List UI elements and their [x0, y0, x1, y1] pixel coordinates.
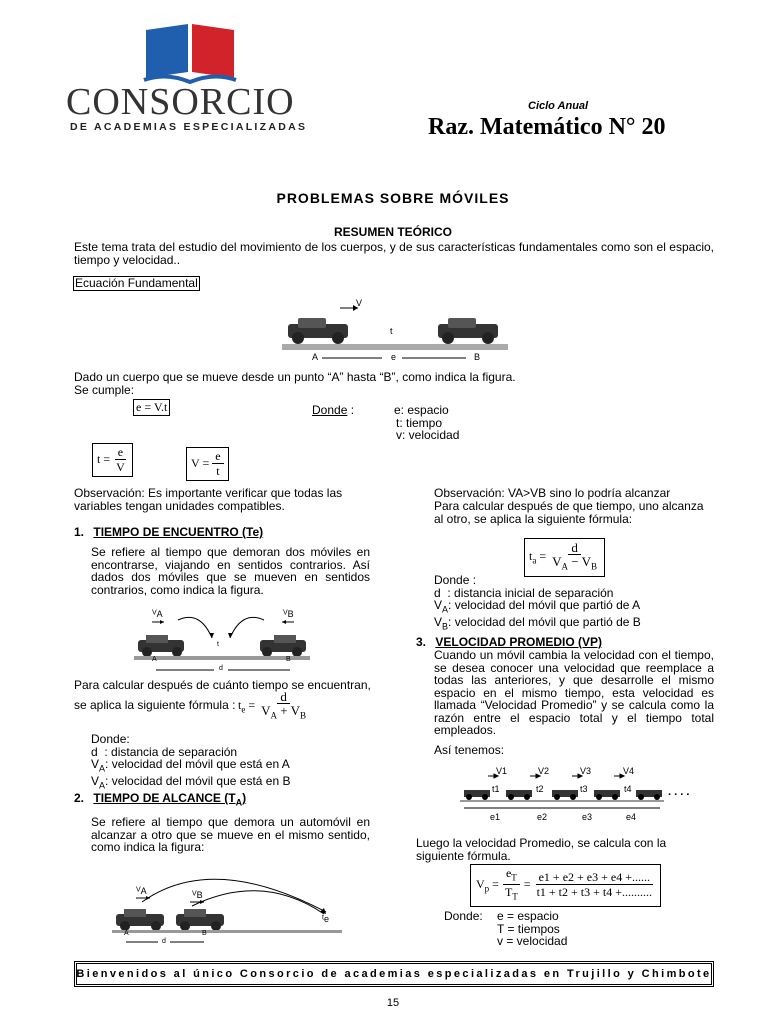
fig-av-e1: e1 — [490, 812, 501, 822]
section-subtitle: RESUMEN TEÓRICO — [333, 225, 452, 239]
footer-banner — [74, 961, 714, 987]
logo-name: CONSORCIO — [66, 81, 295, 123]
fig-av-t1: t1 — [492, 784, 500, 794]
section3-donde-item: v = velocidad — [497, 934, 568, 948]
page-title: PROBLEMAS SOBRE MÓVILES — [276, 190, 510, 206]
donde-word: Donde — [312, 403, 348, 417]
fig-av-t2: t2 — [536, 784, 544, 794]
fig-encounter-a: A — [152, 656, 157, 663]
section3-asi: Así tenemos: — [434, 743, 505, 757]
fig-encounter-d: d — [219, 665, 223, 672]
formula-av-lhs: $V_p$ — [476, 877, 490, 894]
formula-av-eq2: = — [523, 877, 531, 892]
fig-av-t4: t4 — [624, 784, 632, 794]
section3-heading — [416, 636, 602, 649]
fig-overtake-d: d — [162, 938, 166, 945]
formula-average-velocity — [470, 864, 661, 907]
car-icon — [288, 318, 348, 344]
car-icon — [594, 790, 620, 800]
section1-text: Se refiere al tiempo que demoran dos móviles en encontrarse, viajando en sentidos contrarios. Así dados dos móviles que se mueven en sentidos contrarios, como indica la figura. — [91, 545, 370, 597]
formula-time-lhs: t = — [97, 451, 111, 466]
section1-donde-item: $V_A$: velocidad del móvil que está en A — [91, 757, 290, 774]
car-icon — [260, 635, 306, 657]
figure-encounter — [134, 608, 310, 678]
section2-heading — [74, 792, 246, 809]
formula-overtake-eq: = — [539, 549, 547, 564]
section3-title: VELOCIDAD PROMEDIO (VP) — [435, 635, 603, 649]
formula-encounter-den: $V_A + V_B$ — [261, 703, 307, 721]
fig-av-v2: V2 — [538, 766, 550, 776]
formula-velocity-fraction — [212, 450, 223, 478]
cycle-label: Ciclo Anual — [528, 100, 589, 112]
section1-heading — [74, 526, 263, 539]
formula-time-den: V — [116, 460, 125, 474]
formula-encounter — [238, 690, 309, 723]
section2-number: 2. — [74, 791, 85, 805]
section2-title: TIEMPO DE ALCANCE $(T_A)$ — [93, 791, 247, 808]
fig-av-e2: e2 — [537, 812, 548, 822]
intro-paragraph: Este tema trata del estudio del movimiento de los cuerpos, y de sus características fundamentales como son el espacio, tiempo y velocidad.. — [74, 240, 714, 267]
car-icon — [138, 635, 184, 657]
figure-overtake — [112, 862, 342, 952]
donde-colon: : — [350, 403, 355, 417]
formula-overtake-fraction — [549, 541, 600, 574]
section1-donde-item: d : distancia de separación — [91, 744, 238, 759]
fig1-e-label: e — [391, 352, 397, 362]
formula-overtake-lhs: $t_a$ — [529, 549, 537, 566]
formula-velocity-lhs: V = — [191, 455, 210, 470]
formula-velocity-den: t — [216, 464, 220, 478]
right-donde-item: d : distancia inicial de separación — [434, 585, 614, 600]
formula-velocity — [186, 447, 229, 481]
right-donde-item: $V_B$: velocidad del móvil que partió de B — [434, 614, 641, 632]
fig-av-dots: . . . . — [668, 786, 690, 798]
formula-av-num1: $e_T$ — [503, 867, 520, 885]
book-logo-icon — [140, 22, 240, 88]
equation-label: Ecuación Fundamental — [75, 276, 198, 290]
fig-encounter-b: B — [286, 656, 291, 663]
section2-text: Se refiere al tiempo que demora un automóvil en alcanzar a otro que se mueve en el mismo sentido, como indica la figura: — [91, 815, 370, 854]
section3-number: 3. — [416, 635, 427, 649]
given-text: Dado un cuerpo que se mueve desde un punto “A” hasta “B”, como indica la figura. — [74, 370, 516, 384]
section1-donde-label: Donde: — [91, 732, 130, 746]
car-icon — [438, 318, 498, 344]
section3-donde-list — [497, 910, 567, 948]
se-cumple-text: Se cumple: — [74, 383, 135, 397]
fig-overtake-va: $V_A$ — [136, 886, 147, 896]
fig-overtake-b: B — [202, 930, 207, 937]
section1-donde-item: $V_A$: velocidad del móvil que está en B — [91, 773, 291, 791]
formula-encounter-fraction — [258, 690, 309, 723]
right-donde-item: $V_A$: velocidad del móvil que partió de A — [434, 598, 641, 615]
right-donde-label: Donde : — [434, 573, 477, 587]
donde-item: e: espacio — [394, 403, 449, 417]
formula-overtake-den: $V_A - V_B$ — [552, 554, 598, 572]
figure-overtake-svg — [112, 862, 342, 952]
logo-tagline: DE ACADEMIAS ESPECIALIZADAS — [70, 121, 308, 133]
formula-encounter-lhs: $t_e$ — [238, 698, 246, 715]
fig-av-v3: V3 — [580, 766, 592, 776]
section1-number: 1. — [74, 525, 85, 539]
formula-time-num: e — [115, 446, 126, 460]
fig1-a-label: A — [312, 352, 319, 362]
formula-velocity-num: e — [212, 450, 223, 464]
car-icon — [506, 790, 532, 800]
formula-av-fraction1 — [502, 867, 521, 904]
fig1-b-label: B — [474, 352, 481, 362]
fig-av-e4: e4 — [626, 812, 637, 822]
fig-av-e3: e3 — [582, 812, 593, 822]
section1-title: TIEMPO DE ENCUENTRO (Te) — [93, 525, 264, 539]
donde-label — [312, 404, 354, 417]
fig-overtake-a: A — [124, 930, 129, 937]
section3-donde-label: Donde: — [444, 909, 483, 923]
fig-encounter-va: $V_A$ — [152, 609, 163, 619]
car-icon — [116, 909, 164, 931]
observation-left: Observación: Es importante verificar que todas las variables tengan unidades compatibles. — [74, 486, 343, 513]
observation-right: Observación: VA>VB sino lo podría alcanzar — [434, 486, 671, 500]
right-donde — [434, 574, 641, 633]
car-icon — [176, 909, 224, 931]
formula-encounter-num: d — [277, 690, 290, 704]
section1-applies: se aplica la siguiente fórmula : — [74, 698, 236, 712]
formula-overtake-num: d — [568, 541, 581, 555]
fig-av-t3: t3 — [580, 784, 588, 794]
section3-donde-item: T = tiempos — [497, 921, 560, 936]
car-icon — [464, 790, 490, 800]
fig1-v-label: V — [356, 298, 363, 308]
formula-overtake — [524, 538, 605, 577]
formula-av-num2: e1 + e2 + e3 + e4 +...... — [536, 871, 653, 885]
formula-av-den1: $T_T$ — [504, 885, 518, 902]
section3-donde-item: e = espacio — [497, 909, 559, 923]
course-title: Raz. Matemático N° 20 — [428, 114, 666, 140]
fig-overtake-vb: $V_B$ — [192, 890, 203, 900]
section3-text: Cuando un móvil cambia la velocidad con el tiempo, se desea conocer una velocidad que reemplace a todas las anteriores, y que desarrolle el mismo espacio en el mismo tiempo, esta velocidad es llamada “Velocidad Promedio” y se calcula como la razón entre el espacio total y el tiempo total empleados. — [434, 648, 714, 737]
fig-av-v1: V1 — [496, 766, 508, 776]
fig-av-v4: V4 — [623, 766, 635, 776]
donde-item: v: velocidad — [396, 428, 460, 442]
fig1-t-label: t — [390, 326, 393, 336]
logo — [66, 22, 308, 134]
formula-av-den2: t1 + t2 + t3 + t4 +.......... — [536, 885, 652, 900]
section1-calc: Para calcular después de cuánto tiempo se encuentran, — [74, 678, 371, 692]
formula-av-fraction2 — [534, 871, 655, 899]
page-number: 15 — [386, 997, 400, 1009]
fig-encounter-vb: $V_B$ — [283, 609, 294, 619]
section3-luego: Luego la velocidad Promedio, se calcula con la siguiente fórmula. — [416, 836, 667, 863]
fig-overtake-te: $t_e$ — [322, 914, 329, 924]
donde-item: t: tiempo — [396, 415, 443, 430]
car-icon — [636, 790, 662, 800]
figure-average-velocity — [460, 764, 696, 830]
figure-motion-ab — [280, 296, 510, 368]
formula-av-eq1: = — [492, 877, 499, 892]
formula-main: e = V.t — [133, 399, 170, 416]
donde-list — [394, 404, 459, 442]
formula-encounter-eq: = — [248, 698, 256, 713]
right-calc-text: Para calcular después de que tiempo, uno alcanza al otro, se aplica la siguiente fórmula: — [434, 499, 704, 526]
section1-donde — [91, 733, 290, 792]
fig-encounter-t: t — [217, 641, 219, 648]
formula-time — [92, 443, 133, 477]
formula-time-fraction — [113, 446, 128, 474]
footer-text: Bienvenidos al único Consorcio de academias especializadas en Trujillo y Chimbote — [76, 968, 712, 980]
car-icon — [552, 790, 578, 800]
